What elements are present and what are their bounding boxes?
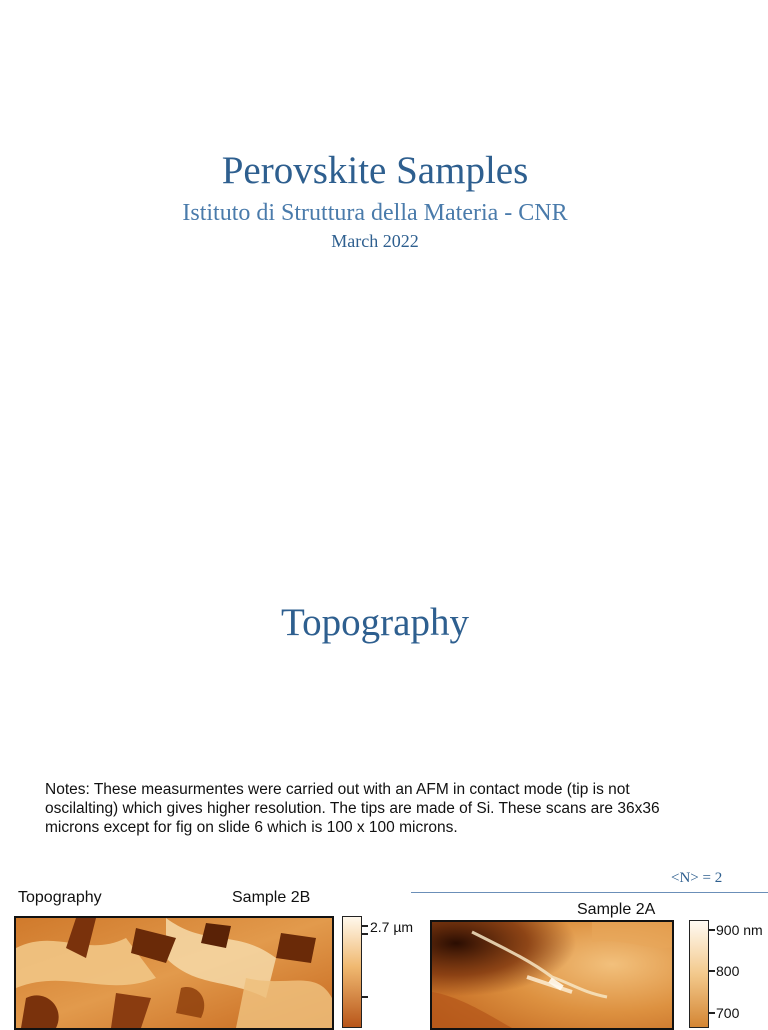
- n-count-label: <N> = 2: [671, 870, 723, 886]
- scale-label-900: 900 nm: [716, 922, 763, 938]
- section-title: Topography: [281, 601, 469, 644]
- presentation-title: Perovskite Samples: [221, 149, 529, 192]
- scale-label-800: 800: [716, 963, 740, 979]
- institute-subtitle: Istituto di Struttura della Materia - CNR: [182, 200, 568, 226]
- height-scale-bar-2b: [342, 916, 362, 1028]
- slide-divider: [411, 892, 768, 893]
- presentation-date: March 2022: [331, 231, 419, 251]
- scale-label-700: 700: [716, 1005, 740, 1021]
- sample-2b-label: Sample 2B: [232, 889, 311, 906]
- afm-image-sample-2a: [430, 920, 674, 1030]
- scale-max-label: 2.7 µm: [370, 919, 414, 935]
- scale-tick: [709, 929, 715, 931]
- scale-tick: [709, 1012, 715, 1014]
- scale-tick: [362, 925, 368, 927]
- height-scale-bar-2a: [689, 920, 709, 1028]
- sample-2a-label: Sample 2A: [577, 901, 656, 918]
- afm-image-sample-2b: [14, 916, 334, 1030]
- scale-tick: [362, 933, 368, 935]
- panel-topography-label: Topography: [18, 889, 102, 906]
- scale-tick: [362, 996, 368, 998]
- measurement-notes: Notes: These measurmentes were carried out with an AFM in contact mode (tip is not oscilalting) which gives higher resolution. The tips are made of Si. These scans are 36x36 microns except for fig on slide 6 which is 100 x 100 microns.: [45, 781, 660, 836]
- scale-tick: [709, 970, 715, 972]
